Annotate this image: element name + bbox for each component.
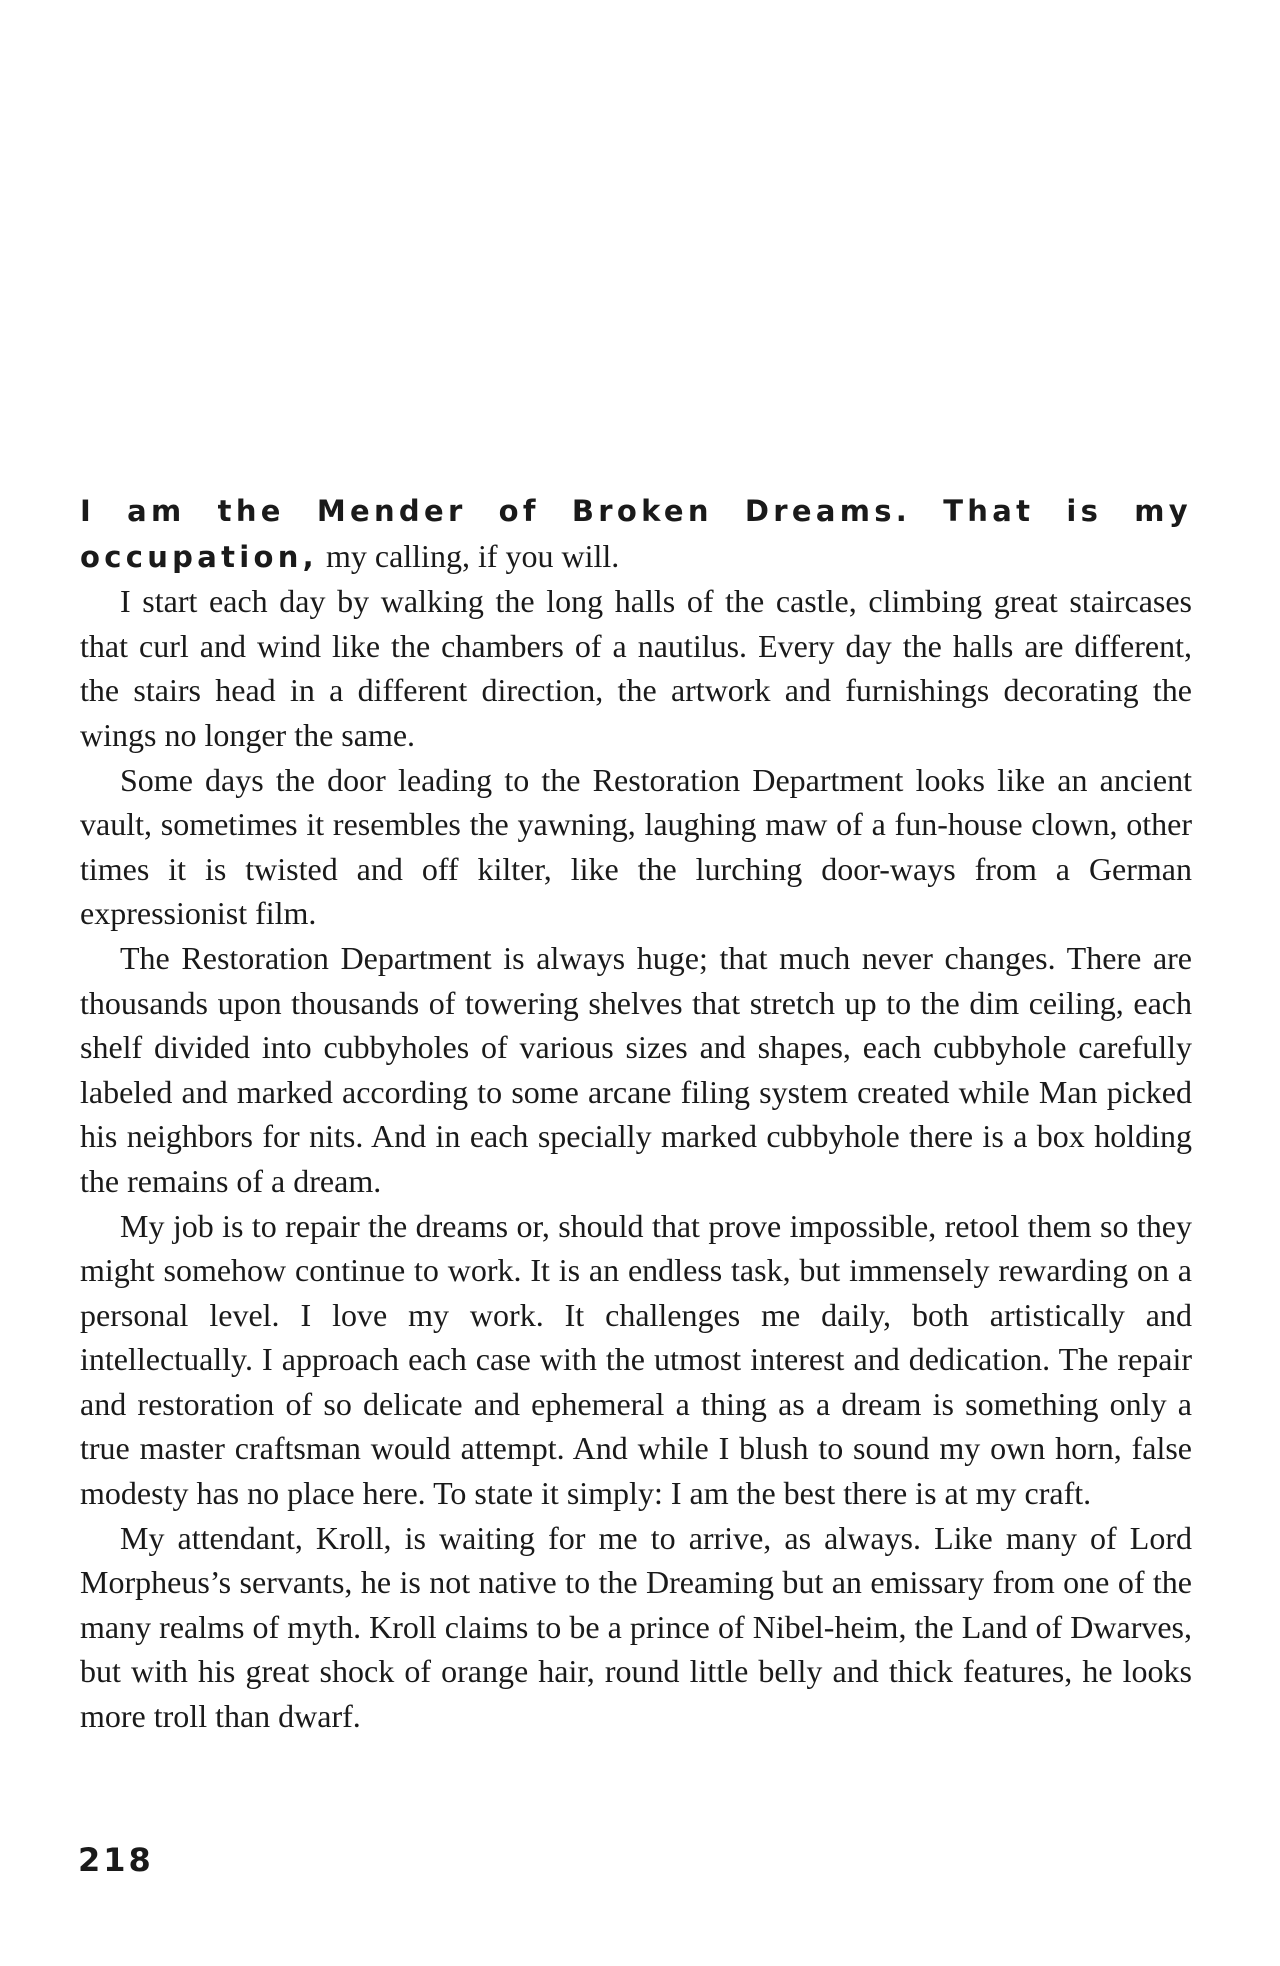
paragraph-my-job: My job is to repair the dreams or, should that prove impossible, retool them so they might somehow continue to work. It is an endless task, but immensely rewarding on a personal level. I love my work. It challenges me daily, both artistically and intellectually. I approach each case with the utmost interest and dedication. The repair and restoration of so delicate and ephemeral a thing as a dream is something only a true master craftsman would attempt. And while I blush to sound my own horn, false modesty has no place here. To state it simply: I am the best there is at my craft.: [80, 1207, 1192, 1512]
chapter-lead-in: I am the Mender of Broken Dreams. That is my occupation,: [80, 494, 1192, 574]
paragraph-kroll: My attendant, Kroll, is waiting for me to arrive, as always. Like many of Lord Morpheus’s servants, he is not native to the Dreaming but an emissary from one of the many realms of myth. Kroll claims to be a prince of Nibel-heim, the Land of Dwarves, but with his great shock of orange hair, round little belly and thick features, he looks more troll than dwarf.: [80, 1519, 1192, 1735]
paragraph-halls: I start each day by walking the long halls of the castle, climbing great staircases that curl and wind like the chambers of a nautilus. Every day the halls are different, the stairs head in a different direction, the artwork and furnishings decorating the wings no longer the same.: [80, 583, 1192, 753]
paragraph-door: Some days the door leading to the Restoration Department looks like an ancient vault, sometimes it resembles the yawning, laughing maw of a fun-house clown, other times it is twisted and off kilter, like the lurching door-ways from a German expressionist film.: [80, 761, 1192, 932]
opening-paragraph-text: my calling, if you will.: [317, 537, 620, 574]
opening-paragraph: [80, 488, 1192, 579]
body-text: [80, 488, 1192, 1739]
page-number: 218: [78, 1841, 154, 1879]
paragraph-restoration-department: The Restoration Department is always huge; that much never changes. There are thousands upon thousands of towering shelves that stretch up to the dim ceiling, each shelf divided into cubbyholes of various sizes and shapes, each cubbyhole carefully labeled and marked according to some arcane filing system created while Man picked his neighbors for nits. And in each specially marked cubbyhole there is a box holding the remains of a dream.: [80, 939, 1192, 1199]
